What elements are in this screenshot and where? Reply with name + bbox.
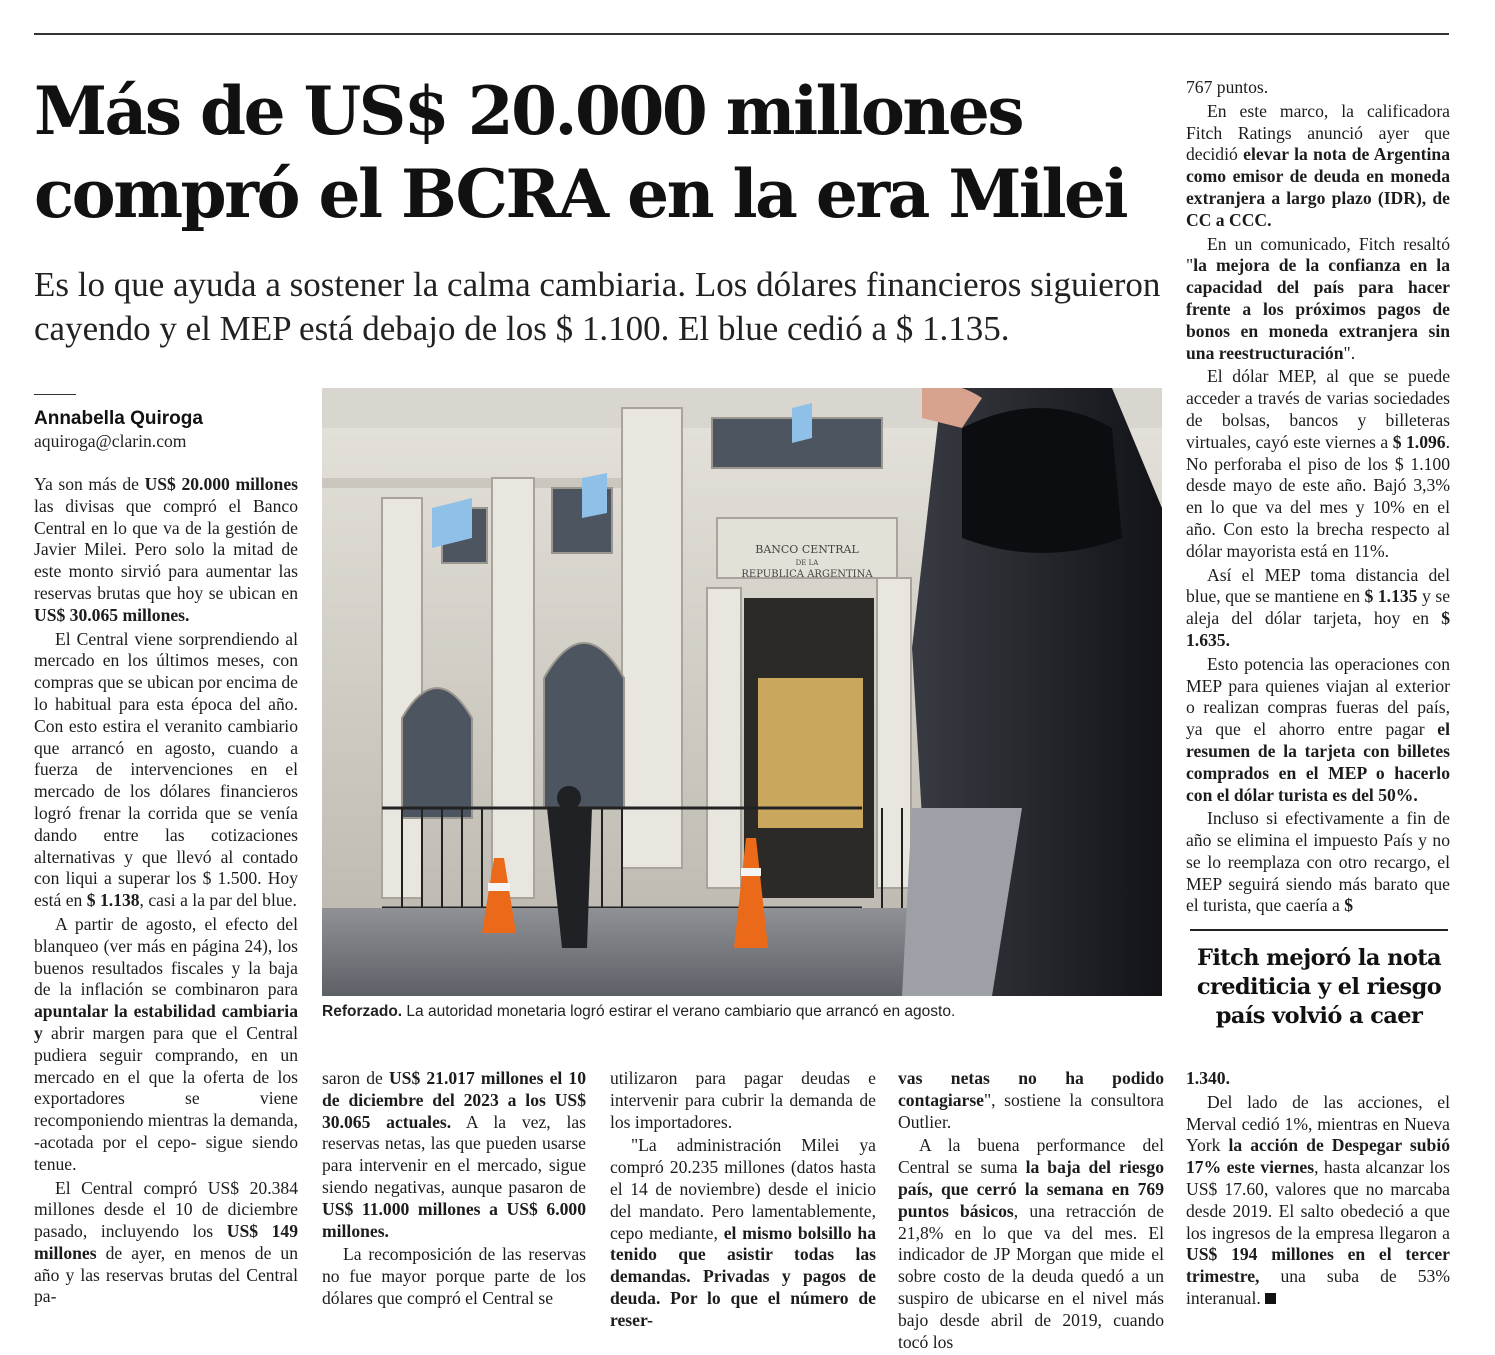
banco-central-photo [322, 388, 1162, 996]
paragraph: Esto potencia las operaciones con MEP para quienes viajan al exterior o realizan compras fueras del país, ya que el ahorro entre pagar el resumen de la tarjeta con billetes comprados en el MEP o hacerlo con el dólar turista es del 50%. [1186, 653, 1450, 805]
paragraph: A la buena performance del Central se suma la baja del riesgo país, que cerró la semana en 769 puntos básicos, una retracción de 21,8% en lo que va del mes. El indicador de JP Morgan que mide el sobre costo de la deuda quedó a un suspiro de ubicarse en el nivel más bajo desde abril de 2019, cuando tocó los [898, 1135, 1164, 1352]
paragraph: "La administración Milei ya compró 20.235 millones (datos hasta el 14 de noviembre) desde el inicio del mandato. Pero lamentablemente, cepo mediante, el mismo bolsillo ha tenido que asistir todas las demandas. Privadas y pagos de deuda. Por lo que el número de reser- [610, 1135, 876, 1330]
paragraph: A partir de agosto, el efecto del blanqueo (ver más en página 24), los buenos resultados fiscales y la baja de la inflación se combinaron para apuntalar la estabilidad cambiaria y abrir margen para que el Central pudiera seguir comprando, en un mercado en el que la oferta de los exportadores se viene recomponiendo mientras la demanda, -acotada por el cepo- sigue siendo tenue. [34, 913, 298, 1174]
headline: Más de US$ 20.000 millones compró el BCRA en la era Milei [34, 72, 1127, 233]
paragraph: 1.340. [1186, 1068, 1230, 1088]
paragraph: El Central viene sorprendiendo al mercado en los últimos meses, con compras que se ubican por encima de lo habitual para esta época del año. Con esto estira el veranito cambiario que arrancó en agosto, cuando a fuerza de intervenciones en el mercado de los dólares financieros logró frenar la corrida que se venía dando entre las cotizaciones alternativas y que llevó al contado con liqui a superar los $ 1.500. Hoy está en $ 1.138, casi a la par del blue. [34, 628, 298, 911]
paragraph: Así el MEP toma distancia del blue, que se mantiene en $ 1.135 y se aleja del dólar tarjeta, hoy en $ 1.635. [1186, 564, 1451, 650]
photo-caption: Reforzado. La autoridad monetaria logró estirar el verano cambiario que arrancó en agosto. [322, 1003, 956, 1020]
article-column-1 [34, 474, 298, 1310]
building-illustration [322, 388, 1162, 996]
byline-author: Annabella Quiroga [34, 408, 203, 429]
article-column-3 [610, 1068, 876, 1334]
paragraph: Del lado de las acciones, el Merval cedió 1%, mientras en Nueva York la acción de Despegar subió 17% este viernes, hasta alcanzar los US$ 17.60, valores que no marcaba desde 2019. El salto obedeció a que los ingresos de la empresa llegaron a US$ 194 millones en el tercer trimestre, una suba de 53% interanual. [1186, 1091, 1451, 1308]
byline-email[interactable]: aquiroga@clarin.com [34, 431, 187, 451]
paragraph: utilizaron para pagar deudas e intervenir para cubrir la demanda de los importadores. [610, 1068, 876, 1132]
paragraph: En un comunicado, Fitch resaltó "la mejora de la confianza en la capacidad del país para hacer frente a los próximos pagos de bonos en moneda extranjera sin una reestructuración". [1186, 233, 1450, 363]
bank-sign-line2: DE LA [795, 559, 819, 567]
paragraph: vas netas no ha podido contagiarse", sostiene la consultora Outlier. [898, 1068, 1164, 1132]
pull-quote-rule [1190, 929, 1448, 931]
byline-rule [34, 394, 76, 395]
article-column-4 [898, 1068, 1164, 1355]
paragraph: 767 puntos. [1186, 77, 1269, 97]
deck-subheadline: Es lo que ayuda a sostener la calma cambiaria. Los dólares financieros siguieron cayendo y el MEP está debajo de los $ 1.100. El blue cedió a $ 1.135. [34, 265, 1161, 348]
paragraph: El dólar MEP, al que se puede acceder a través de varias sociedades de bolsas, bancos y billeteras virtuales, cayó este viernes a $ 1.096. No perforaba el piso de los $ 1.100 desde mayo de este año. Bajó 3,3% en lo que va del mes y 10% en el año. Con esto la brecha respecto al dólar mayorista está en 11%. [1186, 366, 1450, 561]
paragraph: El Central compró US$ 20.384 millones desde el 10 de diciembre pasado, incluyendo los US$ 149 millones de ayer, en menos de un año y las reservas brutas del Central pa- [34, 1177, 299, 1307]
top-rule [34, 33, 1449, 35]
paragraph: saron de US$ 21.017 millones el 10 de diciembre del 2023 a los US$ 30.065 actuales. A la vez, las reservas netas, las que pueden usarse para intervenir en el mercado, sigue siendo negativas, aunque pasaron de US$ 11.000 millones a US$ 6.000 millones. [322, 1068, 586, 1241]
paragraph: Ya son más de US$ 20.000 millones las divisas que compró el Banco Central en lo que va de la gestión de Javier Milei. Pero solo la mitad de este monto sirvió para aumentar las reservas brutas que hoy se ubican en US$ 30.065 millones. [34, 474, 298, 625]
paragraph: La recomposición de las reservas no fue mayor porque parte de los dólares que compró el Central se [322, 1244, 586, 1308]
paragraph: En este marco, la calificadora Fitch Ratings anunció ayer que decidió elevar la nota de Argentina como emisor de deuda en moneda extranjera a largo plazo (IDR), de CC a CCC. [1186, 100, 1450, 230]
article-column-5-top [1186, 77, 1450, 919]
article-column-5-bottom [1186, 1068, 1450, 1312]
paragraph: Incluso si efectivamente a fin de año se elimina el impuesto País y no se lo reemplaza con otro recargo, el MEP seguirá siendo más barato que el turista, que caería a $ [1186, 808, 1450, 916]
bank-sign-line1: BANCO CENTRAL [755, 543, 859, 556]
pull-quote: Fitch mejoró la nota crediticia y el riesgo país volvió a caer [1196, 945, 1442, 1029]
end-of-article-mark [1265, 1293, 1276, 1304]
article-column-2 [322, 1068, 586, 1312]
bank-sign-line3: REPUBLICA ARGENTINA [741, 569, 873, 580]
